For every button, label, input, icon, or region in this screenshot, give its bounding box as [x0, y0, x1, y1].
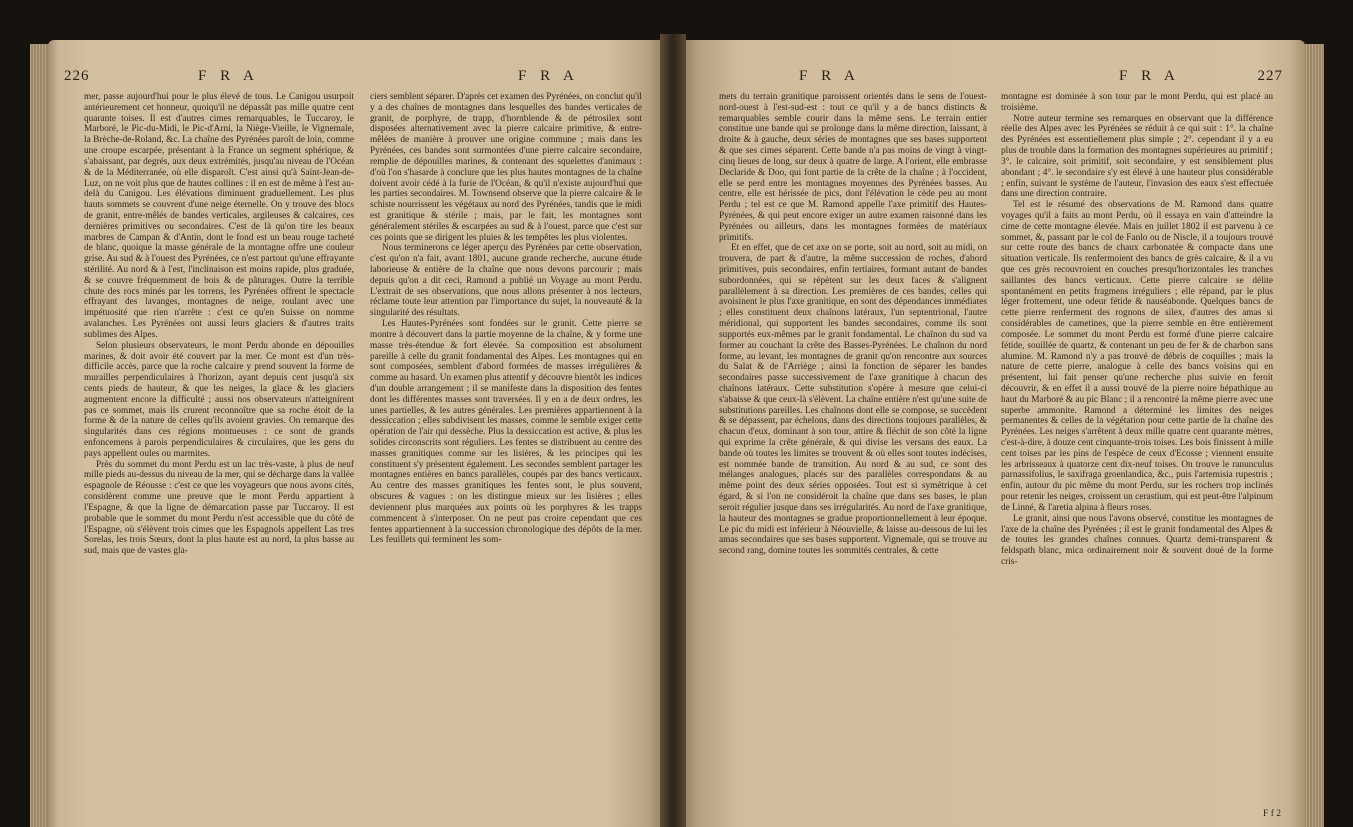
- left-column-2: [370, 92, 642, 827]
- paragraph: Et en effet, que de cet axe on se porte, soit au nord, soit au midi, on trouvera, de part & d'autre, la même succession de roches, d'abord primitives, puis secondaires, enfin tertiaires, formant autant de bandes subordonnées, qui se répètent sur les deux faces & s'alignent parallèlement à sa direction. Les premières de ces bandes, celles qui avoisinent le plus l'axe granitique, en sont des dépendances immédiates ; elles constituent deux chaînons latéraux, l'un septentrional, l'autre méridional, qui supportent les bandes secondaires, comme ils sont supportés eux-mêmes par le granit fondamental. Le chaînon du sud va former au couchant la crête des Basses-Pyrénées. Le chaînon du nord forme, au levant, les montagnes de granit qu'on rencontre aux sources du Salat & de l'Arriège ; ainsi la fonction de séparer les bandes secondaires passe successivement de l'axe granitique à chacun des chaînons latéraux. Cette substitution s'opère à mesure que celui-ci s'abaisse & que ceux-là s'élèvent. La chaîne entière n'est qu'une suite de substitutions pareilles. Les chaînons dont elle se compose, se succèdent & se dépassent, par échelons, dans des directions toujours parallèles, & chacun d'eux, dominant à son tour, attire & fléchit de son côté la ligne qui exprime la crête générale, & qui divise les versans des eaux. La bande où toutes les limites se trouvent & où elles sont toutes indécises, est nommée bande de transition. Au nord & au sud, ce sont des mélanges analogues, placés sur des parallèles correspondans & au même point des deux séries opposées. Tout est si symétrique à cet égard, & si l'on ne considéroit la chaîne que dans ses bases, le plan seroit régulier jusque dans ses irrégularités. Au nord de l'axe granitique, la hauteur des montagnes se gradue proportionnellement à leur époque. Le pic du midi est inférieur à Néouvielle, & laisse au-dessous de lui les amas secondaires que ses bases supportent. Vignemale, qui se trouve au second rang, domine toutes les sommités centrales, & cette: [719, 243, 987, 557]
- left-page: [48, 40, 667, 827]
- left-head-1: F R A: [198, 68, 259, 84]
- left-column-1: [84, 92, 354, 827]
- catchword: F f 2: [1263, 809, 1281, 819]
- paragraph: Le granit, ainsi que nous l'avons observé, constitue les montagnes de l'axe de la chaîne des Pyrénées ; il est le granit fondamental des Alpes & de toutes les grandes chaînes connues. Quartz demi-transparent & feldspath blanc, mica ordinairement noir & souvent doué de la forme cris-: [1001, 513, 1273, 567]
- book-gutter: [660, 34, 686, 827]
- right-head-2: F R A: [1119, 68, 1180, 84]
- paragraph: Les Hautes-Pyrénées sont fondées sur le granit. Cette pierre se montre à découvert dans la partie moyenne de la chaîne, & y forme une masse très-étendue & fort élevée. Sa composition est absolument pareille à celle du granit fondamental des Alpes. Les montagnes qui en sont composées, semblent d'abord formées de masses irrégulières & comme au hasard. Un examen plus attentif y découvre bientôt les indices d'un double arrangement ; il se manifeste dans la disposition des fentes dont les différentes masses sont traversées. Il y en a de deux ordres, les unes partielles, & les autres générales. Les premières appartiennent à la dessiccation ; elles subdivisent les masses, comme le semble exiger cette opération de l'air qui dessèche. Plus la dessiccation est active, & plus les solides circonscrits sont réguliers. Les fentes se distribuent au centre des masses granitiques comme sur les lisières, & les principes qui les constituent s'y présentent également. Les secondes semblent partager les montagnes entières en bancs parallèles, coupés par des bancs verticaux. Au centre des masses granitiques les fentes sont, le plus souvent, obscures & vagues : on les distingue mieux sur les lisières ; elles deviennent plus marquées aux points où les porphyres & les trapps commencent à s'interposer. On ne peut pas croire cependant que ces fentes appartiennent à la succession chronologique des dépôts de la mer. Les feuillets qui terminent les som-: [370, 319, 642, 546]
- right-page-number: 227: [1257, 68, 1283, 84]
- paragraph: mer, passe aujourd'hui pour le plus élevé de tous. Le Canigou usurpoit antérieurement cet honneur, quoiqu'il ne dépassât pas mille quatre cent quarante toises. Il est d'autres cimes remarquables, le Tuccaroy, le Marboré, le Pic-du-Midi, le Pic-d'Arni, la Niège-Vieille, le Vignemale, la Brèche-de-Roland, &c. La chaîne des Pyrénées paroît de loin, comme une croupe escarpée, présentant à la France un segment sphérique, & s'abaissant, par degrés, aux deux extrémités, jusqu'au niveau de l'Océan & de la Méditerranée, où elle disparoît. C'est ainsi qu'à Saint-Jean-de-Luz, on ne voit plus que de hautes collines : il en est de même à l'est au-delà du Canigou. Les élévations diminuent graduellement. Les plus hauts sommets se couvrent d'une neige éternelle. On y trouve des blocs de granit, entre-mêlés de bandes verticales, argileuses & calcaires, ces dernières primitives ou secondaires. C'est de là qu'on tire les beaux marbres de Campan & d'Antin, dont le fond est un beau rouge tacheté de blanc, quoique la masse générale de la montagne offre une couleur grise. Au sud & à l'ouest des Pyrénées, ce n'est partout qu'une effrayante stérilité. Au nord & à l'est, l'inclinaison est moins rapide, plus graduée, & se couvre fréquemment de bois & de pâturages. Outre la terrible chute des rocs minés par les torrens, les Pyrénées offrent le spectacle effrayant des lavanges, montagnes de neige, roulant avec une impétuosité que rien n'arrête : c'est ce qu'en Suisse on nomme avalanches. Les Pyrénées ont aussi leurs glaciers & d'autres traits sublimes des Alpes.: [84, 92, 354, 340]
- right-page: [679, 40, 1305, 827]
- left-page-number: 226: [64, 68, 90, 84]
- paragraph: montagne est dominée à son tour par le mont Perdu, qui est placé au troisième.: [1001, 92, 1273, 113]
- paragraph: Tel est le résumé des observations de M. Ramond dans quatre voyages qu'il a faits au mont Perdu, où il essaya en vain d'atteindre la cime de cette montagne élevée. Mais en juillet 1802 il est parvenu à ce sommet, &, passant par le col de Fanlo ou de Niscle, il a toujours trouvé sur cette route des bancs de chaux carbonatée & compacte dans une situation verticale. Ils renfermoient des bancs de grès calcaire, & il a vu que ces grès recouvroient en couches presqu'horizontales les tranches saillantes des bancs verticaux. Cette pierre calcaire se délite spontanément en petits fragmens irréguliers ; elle répand, par le plus léger frottement, une odeur fétide & nauséabonde. Quelques bancs de cette pierre renferment des rognons de silex, d'autres des amas si considérables de cametines, que la pierre semble en être entièrement composée. Le sommet du mont Perdu est formé d'une pierre calcaire fétide, souillée de quartz, & contenant un peu de fer & de charbon sans alumine. M. Ramond n'y a pas trouvé de débris de coquilles ; mais la nature de cette pierre, analogue à celle des bancs voisins qui en présentent, lui fait penser qu'une recherche plus suivie en feroit découvrir, & en effet il a aussi trouvé de la pierre noire hépathique au haut du Marboré & au pic Blanc ; il a rencontré la même pierre avec une superbe ammonite. Ramond a déterminé les limites des neiges permanentes & celles de la végétation pour cette partie de la chaîne des Pyrénées. Les neiges s'arrêtent à deux mille quatre cent quarante mètres, c'est-à-dire, à douze cent cinquante-trois toises. Les bois finissent à mille cent toises par les pins de l'espèce de ceux d'Ecosse ; viennent ensuite les arbrisseaux à quatorze cent dix-neuf toises. On trouve le ranunculus parnassifolius, le saxifraga groenlandica, &c., puis l'artemisia rupestris ; enfin, autour du pic même du mont Perdu, sur les rochers trop inclinés pour retenir les neiges, croissent un cerastium, qui est peut-être l'alpinum de Linné, & l'aretia alpina à fleurs roses.: [1001, 200, 1273, 513]
- paragraph: Nous terminerons ce léger aperçu des Pyrénées par cette observation, c'est qu'on n'a fait, avant 1801, aucune grande recherche, aucune étude laborieuse & entière de la chaîne que nous devons parcourir ; mais depuis qu'on a dit ceci, Ramond a publié un Voyage au mont Perdu. L'extrait de ses observations, que nous allons présenter à nos lecteurs, réclame toute leur attention par l'importance du sujet, la nouveauté & la singularité des résultats.: [370, 243, 642, 319]
- left-running-head: [48, 68, 667, 88]
- right-column-1: [719, 92, 987, 827]
- paragraph: Notre auteur termine ses remarques en observant que la différence réelle des Alpes avec les Pyrénées se réduit à ce qui suit : 1°. la chaîne des Pyrénées est essentiellement plus simple ; 2°. cependant il y a eu plus de trouble dans la formation des montagnes supérieures au primitif ; 3°. le calcaire, soit primitif, soit secondaire, y est sensiblement plus abondant ; 4°. le secondaire s'y est élevé à une hauteur plus considérable ; enfin, suivant le système de l'auteur, l'invasion des eaux s'est effectuée dans une direction contraire.: [1001, 113, 1273, 200]
- paragraph: Selon plusieurs observateurs, le mont Perdu abonde en dépouilles marines, & doit avoir été couvert par la mer. Ce mont est d'un très-difficile accès, parce que la roche calcaire y prend souvent la forme de murailles perpendiculaires à l'horizon, ayant depuis cent jusqu'à six cents pieds de hauteur, & que les neiges, la glace & les glaciers augmentent encore la difficulté ; aussi nos observateurs n'atteignirent pas ce sommet, mais ils crurent reconnoître que sa roche étoit de la forme & de la nature de celles qu'ils avoient gravies. On remarque des singularités dans ces régions montueuses : ce sont de grands enfoncemens à parois perpendiculaires & circulaires, que les gens du pays appellent oules ou marmites.: [84, 340, 354, 459]
- left-head-2: F R A: [518, 68, 579, 84]
- paragraph: Près du sommet du mont Perdu est un lac très-vaste, à plus de neuf mille pieds au-dessus du niveau de la mer, qui se décharge dans la vallée espagnole de Réousse : c'est ce que les voyageurs que nous avons cités, considèrent comme une preuve que le mont Perdu appartient à l'Espagne, & que la ligne de démarcation passe par Tuccaroy. Il est probable que le sommet du mont Perdu n'est accessible que du côté de l'Espagne, où s'élèvent trois cimes que les Espagnols appellent Las tres Sorelas, les trois Sœurs, dont la plus haute est au nord, la plus basse au sud, mais que de vastes gla-: [84, 459, 354, 557]
- paragraph: ciers semblent séparer. D'après cet examen des Pyrénées, on conclut qu'il y a des chaînes de montagnes dans lesquelles des bandes verticales de granit, de porphyre, de trapp, d'hornblende & de pétrosilex sont disposées alternativement avec la pierre calcaire primitive, & entre-mêlées de manière à prouver une origine commune ; mais dans les Pyrénées, ces bandes sont surmontées d'une pierre calcaire secondaire, remplie de dépouilles marines, & contenant des squelettes d'animaux : d'où l'on s'hasarde à conclure que les plus hautes montagnes de la chaîne doivent avoir cédé à la furie de l'Océan, & qu'il n'existe aujourd'hui que les parties secondaires. M. Townsend observe que la pierre calcaire & le schiste nourrissent les végétaux au nord des Pyrénées, tandis que le midi est granitique & stérile ; mais, par le fait, les montagnes sont généralement stériles & escarpées au sud & à l'ouest, parce que c'est sur ces points que se dirigent les pluies & les tempêtes les plus violentes.: [370, 92, 642, 243]
- right-head-1: F R A: [799, 68, 860, 84]
- right-running-head: [679, 68, 1305, 88]
- right-column-2: [1001, 92, 1273, 827]
- paragraph: mets du terrain granitique paroissent orientés dans le sens de l'ouest-nord-ouest à l'est-sud-est : tout ce qu'il y a de bancs distincts & remarquables semble courir dans la même sens. Le terrain entier constitue une bande qui se prolonge dans la même direction, laissant, à droite & à gauche, deux séries de montagnes que ses bases supportent & que ses cimes séparent. Cette bande n'a pas moins de vingt à vingt-cinq lieues de long, sur deux à quatre de large. A l'orient, elle embrasse Declaride & Doo, qui font partie de la crête de la chaîne ; à l'occident, elle se perd entre les montagnes moyennes des Pyrénées basses. Au centre, elle est hérissée de pics, dont l'élévation le cède peu au mont Perdu ; tel est ce que M. Ramond appelle l'axe primitif des Hautes-Pyrénées, & qui peut encore exiger un autre examen raisonné dans les Pyrénées ou ailleurs, dans les montagnes formées de matériaux primitifs.: [719, 92, 987, 243]
